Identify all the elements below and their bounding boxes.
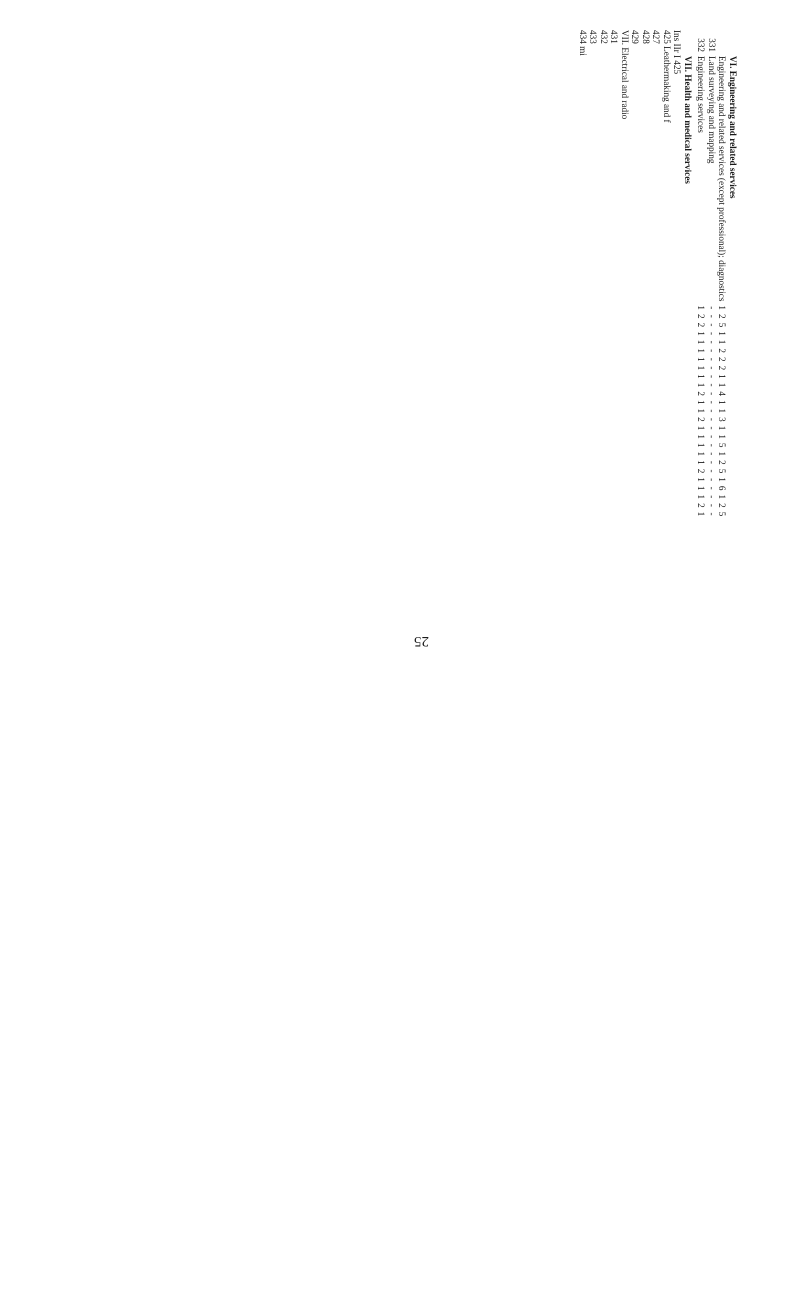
row-description: Engineering and related services (except professional); diagnostics <box>717 56 728 302</box>
cell-value: 1 <box>717 339 728 345</box>
cell-value: 6 <box>717 485 728 491</box>
cell-value: 3 <box>717 417 728 422</box>
row-description: Engineering services <box>696 56 707 133</box>
cell-value: - <box>707 314 717 318</box>
cell-value: 2 <box>696 503 707 508</box>
cell-value: 1 <box>696 442 707 448</box>
cell-value: 1 <box>696 331 707 336</box>
cell-value: - <box>707 306 717 310</box>
cell-value: 1 <box>717 425 728 431</box>
cell-value: 2 <box>696 417 707 422</box>
row-code: 332 <box>696 38 707 52</box>
cell-value: - <box>707 417 717 421</box>
table-row <box>588 28 599 518</box>
cell-value: - <box>707 366 717 370</box>
row-description: VI. Engineering and related services <box>728 56 738 199</box>
table-row <box>651 28 662 518</box>
data-table <box>578 28 742 518</box>
cell-value: 1 <box>696 425 707 431</box>
cell-value: 1 <box>717 331 728 336</box>
row-label: 427 <box>651 30 662 44</box>
cell-value: - <box>707 374 717 378</box>
row-code: 331 <box>707 38 717 52</box>
row-label: 431 <box>609 30 620 44</box>
cell-value: 1 <box>717 494 728 500</box>
cell-value: 2 <box>717 356 728 362</box>
cell-value: - <box>707 349 717 353</box>
cell-value: - <box>707 383 717 387</box>
table-row <box>662 28 673 518</box>
cell-value: 1 <box>696 399 707 405</box>
section-row <box>728 28 742 518</box>
cell-value: 1 <box>717 399 728 405</box>
row-label: 432 <box>599 30 609 44</box>
row-label: Ins IIr I 425 <box>672 30 683 75</box>
row-label: 433 <box>588 30 599 44</box>
cell-value: - <box>707 331 717 336</box>
row-code <box>717 28 728 54</box>
row-label: 425 Leathermaking and f <box>662 30 672 123</box>
row-code <box>683 28 697 54</box>
cell-value: 2 <box>717 365 728 371</box>
cell-value: 1 <box>717 477 728 482</box>
table-row <box>578 28 589 518</box>
cell-value: 1 <box>696 460 707 465</box>
table-row <box>696 28 707 518</box>
cell-value: 1 <box>696 477 707 482</box>
table-row <box>630 28 641 518</box>
cell-value: 2 <box>696 322 707 328</box>
table-row <box>672 28 683 518</box>
cell-value: - <box>707 409 717 413</box>
cell-value: 2 <box>717 314 728 319</box>
statistical-table <box>51 28 741 1278</box>
table-row <box>717 28 728 518</box>
cell-value: 5 <box>717 468 728 474</box>
cell-value: - <box>707 443 717 447</box>
cell-value: 1 <box>717 451 728 457</box>
row-label: VII. Electrical and radio <box>620 30 630 120</box>
cell-value: 1 <box>696 382 707 388</box>
section-row <box>683 28 697 518</box>
cell-value: - <box>707 435 717 439</box>
cell-value: - <box>707 452 717 456</box>
cell-value: 1 <box>717 382 728 388</box>
cell-value: 2 <box>717 348 728 353</box>
cell-value: - <box>707 495 717 499</box>
cell-value: 1 <box>696 339 707 345</box>
cell-value: - <box>707 400 717 404</box>
table-body <box>578 28 742 518</box>
cell-value: 5 <box>717 322 728 328</box>
cell-value: 2 <box>717 460 728 465</box>
cell-value: 2 <box>696 468 707 474</box>
cell-value: 1 <box>717 408 728 414</box>
row-description: VII. Health and medical services <box>683 56 693 184</box>
cell-value: 1 <box>696 511 707 517</box>
row-description: Land surveying and mapping <box>707 56 717 164</box>
cell-value: - <box>707 512 717 516</box>
row-label: 429 <box>630 30 641 44</box>
cell-value: 1 <box>717 305 728 311</box>
cell-value: - <box>707 357 717 361</box>
cell-value: 1 <box>696 365 707 371</box>
cell-value: - <box>707 486 717 490</box>
cell-value: - <box>707 426 717 430</box>
cell-value: - <box>707 460 717 464</box>
table-row <box>609 28 620 518</box>
cell-value: - <box>707 469 717 473</box>
cell-value: 1 <box>696 451 707 457</box>
table-row <box>641 28 652 518</box>
cell-value: 1 <box>696 485 707 491</box>
row-label: 428 <box>641 30 651 44</box>
cell-value: 2 <box>717 503 728 508</box>
cell-value: 1 <box>696 434 707 439</box>
cell-value: 1 <box>696 494 707 500</box>
table-row <box>620 28 631 518</box>
cell-value: 1 <box>696 305 707 311</box>
cell-value: 2 <box>696 314 707 319</box>
table-row <box>707 28 718 518</box>
cell-value: - <box>707 323 717 327</box>
cell-value: 4 <box>717 391 728 396</box>
row-code <box>728 28 742 54</box>
cell-value: 5 <box>717 442 728 448</box>
page-number: 25 <box>414 633 429 649</box>
cell-value: 1 <box>696 356 707 362</box>
cell-value: - <box>707 503 717 507</box>
cell-value: - <box>707 478 717 482</box>
row-label: 434 mi <box>578 30 588 56</box>
cell-value: - <box>707 340 717 344</box>
cell-value: 1 <box>717 434 728 439</box>
cell-value: - <box>707 392 717 396</box>
table-row <box>599 28 610 518</box>
cell-value: 5 <box>717 511 728 517</box>
cell-value: 1 <box>696 374 707 379</box>
cell-value: 2 <box>696 391 707 396</box>
cell-value: 1 <box>717 374 728 379</box>
cell-value: 1 <box>696 408 707 414</box>
cell-value: 1 <box>696 348 707 353</box>
